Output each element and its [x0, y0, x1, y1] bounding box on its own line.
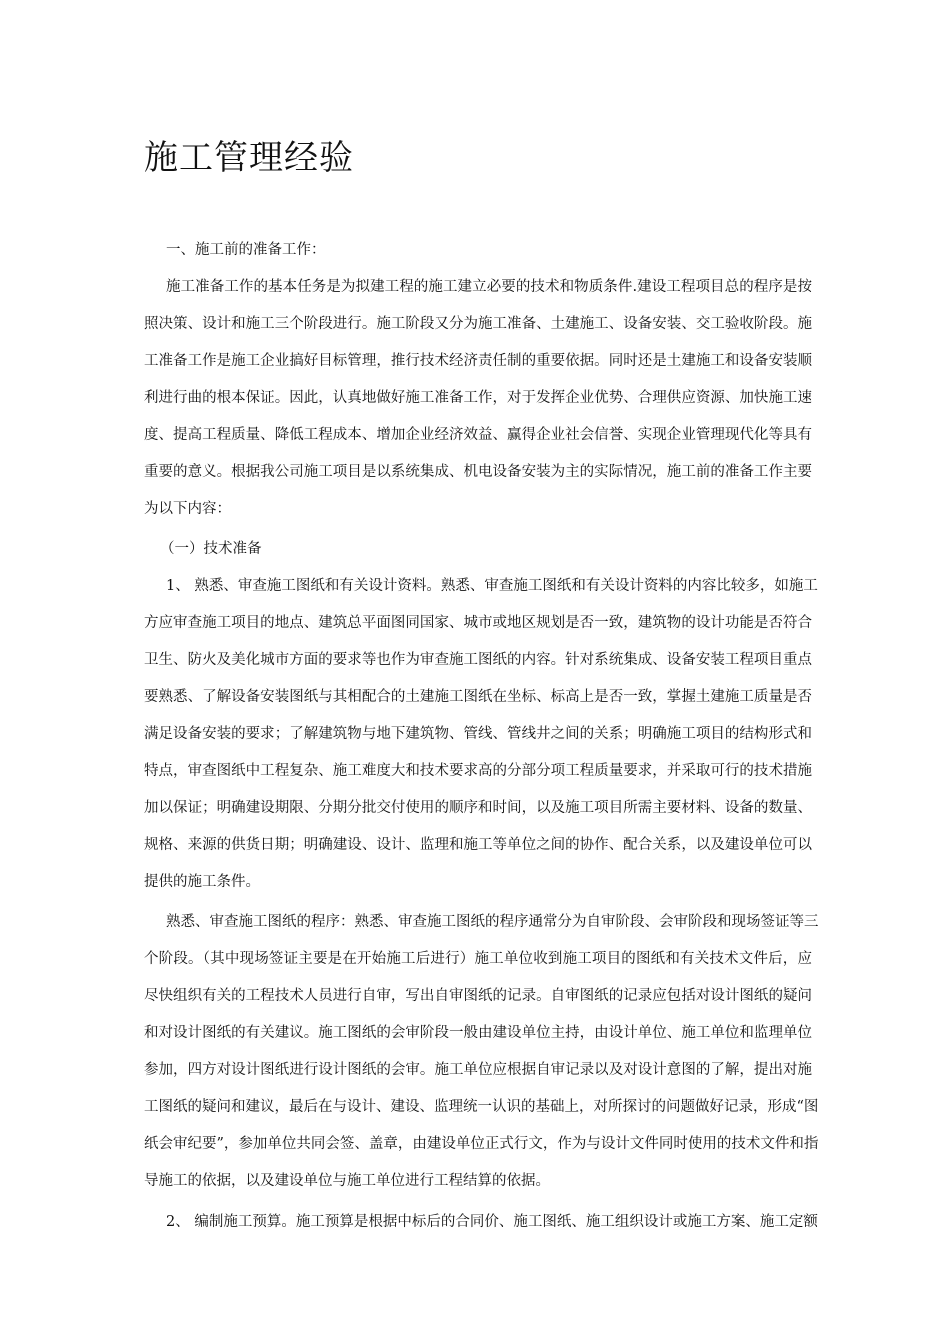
paragraph-line: 卫生、防火及美化城市方面的要求等也作为审查施工图纸的内容。针对系统集成、设备安装工程项目重点 [144, 652, 812, 668]
paragraph-line: 重要的意义。根据我公司施工项目是以系统集成、机电设备安装为主的实际情况，施工前的准备工作主要 [144, 464, 812, 480]
paragraph-line: 满足设备安装的要求；了解建筑物与地下建筑物、管线、管线井之间的关系；明确施工项目的结构形式和 [144, 726, 812, 742]
paragraph-line: 规格、来源的供货日期；明确建设、设计、监理和施工等单位之间的协作、配合关系，以及建设单位可以 [144, 837, 812, 853]
section-heading: 一、施工前的准备工作： [166, 242, 326, 258]
paragraph-line: 提供的施工条件。 [144, 874, 260, 890]
subsection-heading: （一）技术准备 [160, 541, 262, 557]
paragraph-line: 方应审查施工项目的地点、建筑总平面图同国家、城市或地区规划是否一致，建筑物的设计功能是否符合 [144, 615, 812, 631]
document-title: 施工管理经验 [144, 138, 354, 178]
paragraph-line: 特点，审查图纸中工程复杂、施工难度大和技术要求高的分部分项工程质量要求，并采取可行的技术措施 [144, 763, 812, 779]
paragraph-line: 熟悉、审查施工图纸的程序：熟悉、审查施工图纸的程序通常分为自审阶段、会审阶段和现场签证等三 [166, 914, 819, 930]
paragraph-line: 导施工的依据，以及建设单位与施工单位进行工程结算的依据。 [144, 1173, 550, 1189]
paragraph-line: 2、 编制施工预算。施工预算是根据中标后的合同价、施工图纸、施工组织设计或施工方案、施工定额 [166, 1214, 818, 1230]
paragraph-line: 工准备工作是施工企业搞好目标管理，推行技术经济责任制的重要依据。同时还是土建施工和设备安装顺 [144, 353, 812, 369]
paragraph-line: 加以保证；明确建设期限、分期分批交付使用的顺序和时间，以及施工项目所需主要材料、设备的数量、 [144, 800, 812, 816]
paragraph-line: 1、 熟悉、审查施工图纸和有关设计资料。熟悉、审查施工图纸和有关设计资料的内容比较多，如施工 [166, 578, 818, 594]
paragraph-line: 施工准备工作的基本任务是为拟建工程的施工建立必要的技术和物质条件.建设工程项目总的程序是按 [166, 279, 812, 295]
paragraph-line: 纸会审纪要”，参加单位共同会签、盖章，由建设单位正式行文，作为与设计文件同时使用的技术文件和指 [144, 1136, 819, 1152]
paragraph-line: 照决策、设计和施工三个阶段进行。施工阶段又分为施工准备、土建施工、设备安装、交工验收阶段。施 [144, 316, 812, 332]
paragraph-line: 利进行曲的根本保证。因此，认真地做好施工准备工作，对于发挥企业优势、合理供应资源、加快施工速 [144, 390, 812, 406]
paragraph-line: 和对设计图纸的有关建议。施工图纸的会审阶段一般由建设单位主持，由设计单位、施工单位和监理单位 [144, 1025, 812, 1041]
paragraph-line: 参加，四方对设计图纸进行设计图纸的会审。施工单位应根据自审记录以及对设计意图的了解，提出对施 [144, 1062, 812, 1078]
paragraph-line: 要熟悉、了解设备安装图纸与其相配合的土建施工图纸在坐标、标高上是否一致，掌握土建施工质量是否 [144, 689, 812, 705]
paragraph-line: 尽快组织有关的工程技术人员进行自审，写出自审图纸的记录。自审图纸的记录应包括对设计图纸的疑问 [144, 988, 812, 1004]
paragraph-line: 个阶段。（其中现场签证主要是在开始施工后进行）施工单位收到施工项目的图纸和有关技术文件后，应 [144, 951, 812, 967]
paragraph-line: 工图纸的疑问和建议，最后在与设计、建设、监理统一认识的基础上，对所探讨的问题做好记录，形成“图 [144, 1099, 819, 1115]
paragraph-line: 为以下内容： [144, 501, 231, 517]
paragraph-line: 度、提高工程质量、降低工程成本、增加企业经济效益、赢得企业社会信誉、实现企业管理现代化等具有 [144, 427, 812, 443]
